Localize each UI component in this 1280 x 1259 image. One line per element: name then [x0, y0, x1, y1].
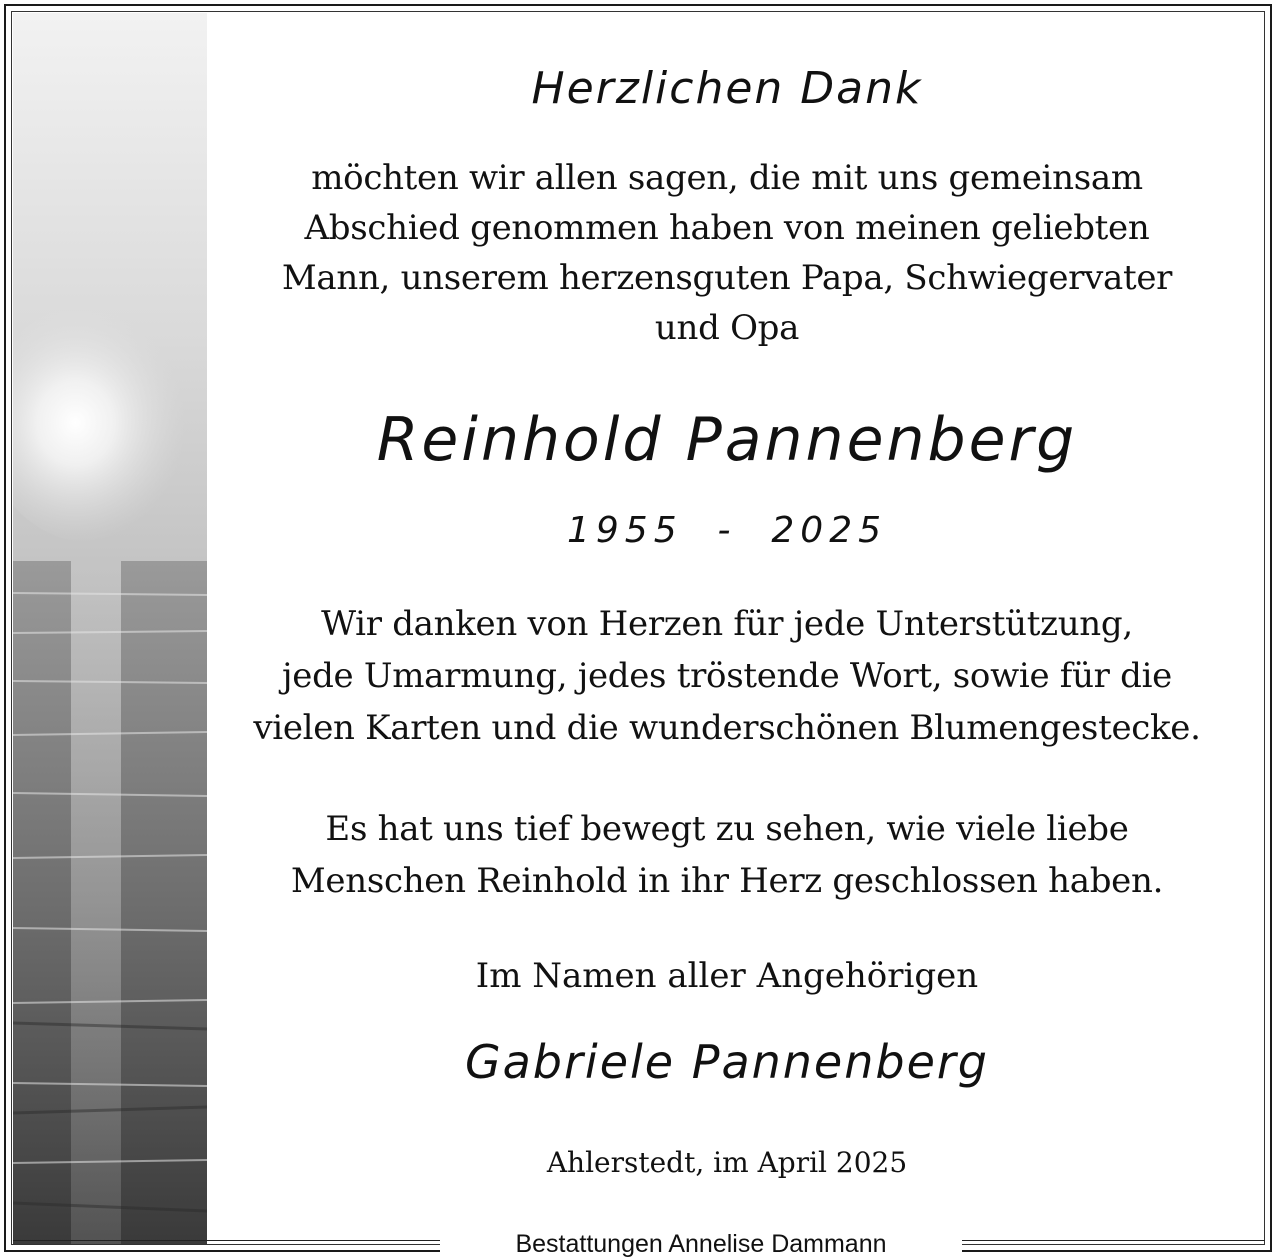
thanks-text	[207, 598, 1247, 754]
sunset-sea-photo	[13, 13, 207, 1244]
intro-line: Abschied genommen haben von meinen geliebten	[304, 208, 1150, 248]
family-line: Im Namen aller Angehörigen	[475, 956, 979, 996]
moved-line: Menschen Reinhold in ihr Herz geschlossen haben.	[290, 861, 1164, 901]
notice-content	[207, 13, 1247, 1244]
heading: Herzlichen Dank	[531, 63, 923, 114]
deceased-name: Reinhold Pannenberg	[376, 405, 1078, 475]
place-date: Ahlerstedt, im April 2025	[546, 1146, 908, 1179]
signer-name: Gabriele Pannenberg	[464, 1035, 990, 1089]
footer-divider-left	[13, 1240, 440, 1241]
thanks-line: jede Umarmung, jedes tröstende Wort, sowie für die	[282, 656, 1172, 696]
moved-line: Es hat uns tief bewegt zu sehen, wie viele liebe	[325, 809, 1129, 849]
moved-text	[207, 803, 1247, 907]
funeral-home: Bestattungen Annelise Dammann	[440, 1229, 962, 1259]
life-years: 1955 - 2025	[567, 510, 887, 551]
intro-line: und Opa	[654, 308, 800, 348]
intro-text	[207, 153, 1247, 353]
intro-line: möchten wir allen sagen, die mit uns gemeinsam	[311, 158, 1143, 198]
thanks-line: Wir danken von Herzen für jede Unterstützung,	[321, 604, 1133, 644]
thanks-line: vielen Karten und die wunderschönen Blumengestecke.	[253, 708, 1201, 748]
intro-line: Mann, unserem herzensguten Papa, Schwiegervater	[281, 258, 1173, 298]
footer-divider-right	[962, 1240, 1265, 1241]
